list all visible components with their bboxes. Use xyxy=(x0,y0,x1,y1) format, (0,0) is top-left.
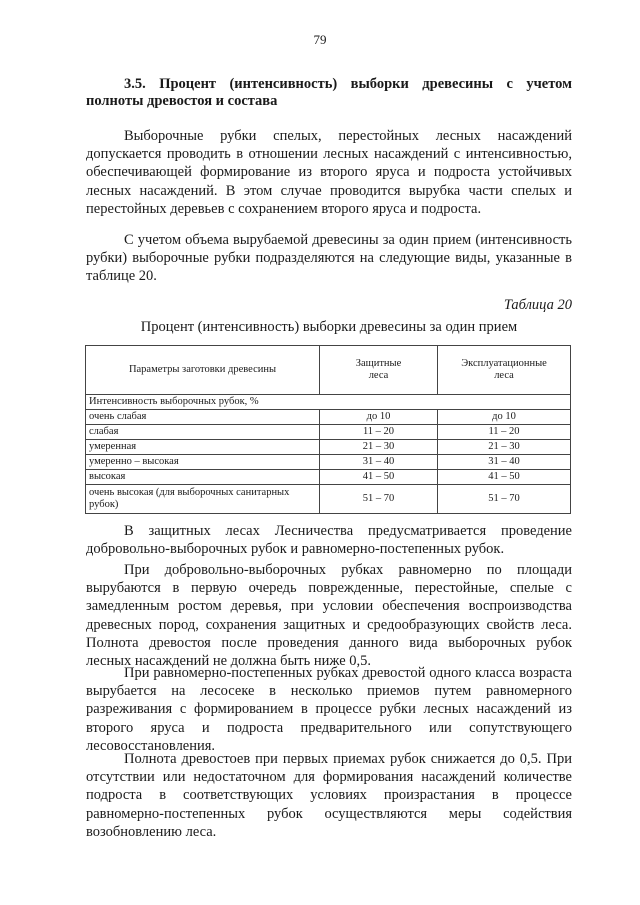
row-exploitation: 31 – 40 xyxy=(438,455,571,470)
row-exploitation: 11 – 20 xyxy=(438,425,571,440)
header-exploitation-line1: Эксплуатационные xyxy=(461,358,547,369)
paragraph-after-2: При добровольно-выборочных рубках равномерно по площади вырубаются в первую очередь поврежденные, перестойные, спелые с замедленным ростом деревья, при условии обеспечения воспроизводства древесных пород, сохранения защитных и средообразующих свойств леса. Полнота древостоя после проведения данного вида выборочных рубок лесных насаждений не должна быть ниже 0,5. xyxy=(86,562,572,670)
table-row xyxy=(86,410,571,425)
row-param: очень слабая xyxy=(86,410,320,425)
table-row xyxy=(86,455,571,470)
row-protective: 31 – 40 xyxy=(320,455,438,470)
paragraph-after-4: Полнота древостоев при первых приемах рубок снижается до 0,5. При отсутствии или недостаточном для формирования насаждений количестве подроста в соответствующих условиях произрастания в процессе равномерно-постепенных рубок осуществляются меры содействия возобновлению леса. xyxy=(86,751,572,840)
row-protective: 21 – 30 xyxy=(320,440,438,455)
section-title: Процент (интенсивность) выборки древесины с учетом полноты древостоя и состава xyxy=(86,76,572,109)
table-row xyxy=(86,440,571,455)
row-param: слабая xyxy=(86,425,320,440)
table-section-title: Интенсивность выборочных рубок, % xyxy=(86,395,571,410)
row-param: умеренная xyxy=(86,440,320,455)
row-param: очень высокая (для выборочных санитарных рубок) xyxy=(86,485,320,514)
row-param: умеренно – высокая xyxy=(86,455,320,470)
table-row xyxy=(86,485,571,514)
row-exploitation: 21 – 30 xyxy=(438,440,571,455)
paragraph-after-3: При равномерно-постепенных рубках древостой одного класса возраста вырубается на лесосеке в несколько приемов путем равномерного разреживания с формированием в процессе рубки лесных насаждений из второго яруса и подроста предварительного или сопутствующего лесовосстановления. xyxy=(86,665,572,754)
table-row xyxy=(86,425,571,440)
table-header-row xyxy=(86,346,571,395)
row-exploitation: 41 – 50 xyxy=(438,470,571,485)
paragraph-after-1: В защитных лесах Лесничества предусматривается проведение добровольно-выборочных рубок и равномерно-постепенных рубок. xyxy=(86,523,572,558)
header-exploitation-line2: леса xyxy=(494,370,514,381)
table-row xyxy=(86,470,571,485)
table-section-row xyxy=(86,395,571,410)
row-protective: 11 – 20 xyxy=(320,425,438,440)
section-heading xyxy=(86,76,572,110)
header-protective-line1: Защитные xyxy=(355,358,402,369)
row-param: высокая xyxy=(86,470,320,485)
table-caption: Процент (интенсивность) выборки древесины за один прием xyxy=(140,319,518,335)
section-number: 3.5. xyxy=(124,76,146,92)
page-number: 79 xyxy=(313,32,327,47)
row-protective: 51 – 70 xyxy=(320,485,438,514)
row-exploitation: 51 – 70 xyxy=(438,485,571,514)
header-param: Параметры заготовки древесины xyxy=(86,346,320,395)
row-protective: 41 – 50 xyxy=(320,470,438,485)
paragraph-intro-2: С учетом объема вырубаемой древесины за один прием (интенсивность рубки) выборочные рубки подразделяются на следующие виды, указанные в таблице 20. xyxy=(86,232,572,285)
header-protective-line2: леса xyxy=(368,370,389,381)
row-exploitation: до 10 xyxy=(438,410,571,425)
intensity-table xyxy=(85,345,571,514)
row-protective: до 10 xyxy=(320,410,438,425)
header-exploitation xyxy=(438,346,571,395)
header-protective xyxy=(320,346,438,395)
table-label: Таблица 20 xyxy=(503,297,572,313)
paragraph-intro-1: Выборочные рубки спелых, перестойных лесных насаждений допускается проводить в отношении лесных насаждений с интенсивностью, обеспечивающей формирование из второго яруса и подроста устойчивых лесных насаждений. В этом случае проводится вырубка части спелых и перестойных деревьев с сохранением второго яруса и подроста. xyxy=(86,128,572,217)
